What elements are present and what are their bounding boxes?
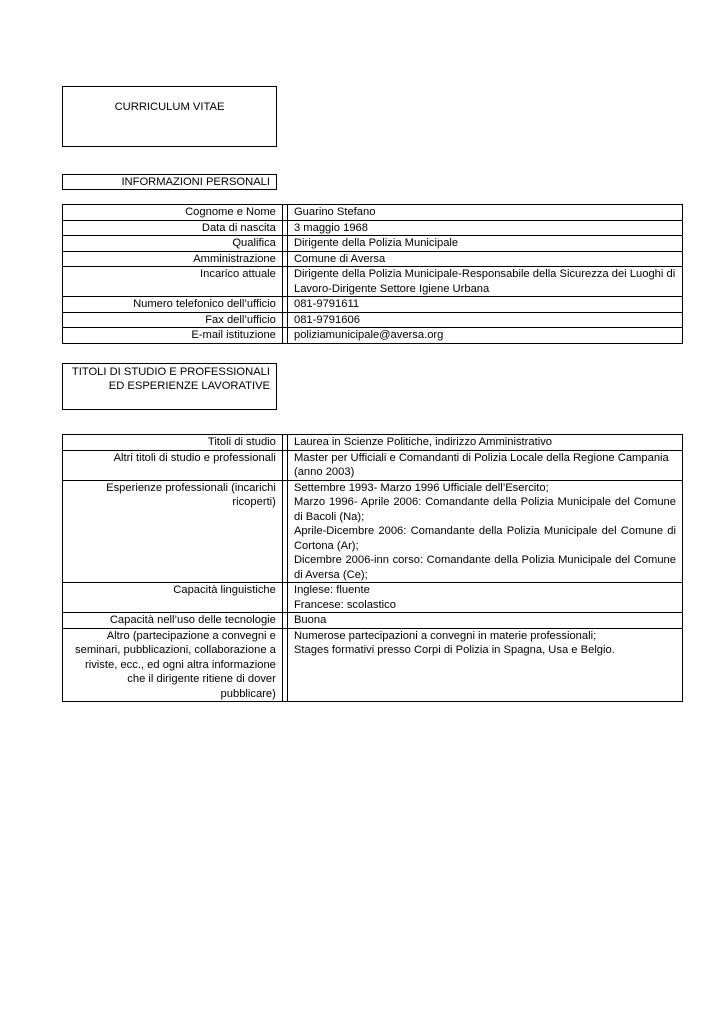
row-label: Data di nascita xyxy=(63,220,283,236)
table-row xyxy=(63,236,683,252)
value-line: Laurea in Scienze Politiche, indirizzo Amministrativo xyxy=(293,436,553,448)
value-line: Settembre 1993- Marzo 1996 Ufficiale dell’Esercito; xyxy=(293,481,549,494)
value-line: Comune di Aversa xyxy=(293,252,386,265)
value-line: 081-9791606 xyxy=(293,313,360,326)
table-row xyxy=(63,220,683,236)
row-value xyxy=(287,267,682,297)
table-row xyxy=(63,435,683,451)
studies-heading: TITOLI DI STUDIO E PROFESSIONALI ED ESPERIENZE LAVORATIVE xyxy=(71,366,270,392)
value-line: poliziamunicipale@aversa.org xyxy=(293,329,444,341)
table-row xyxy=(63,251,683,267)
value-line: Buona xyxy=(293,614,327,626)
row-label: Numero telefonico dell’ufficio xyxy=(63,297,283,313)
value-line: Dirigente della Polizia Municipale-Responsabile della Sicurezza dei Luoghi di Lavoro-Dirigente Settore Igiene Urbana xyxy=(293,268,676,295)
studies-heading-box xyxy=(62,363,277,410)
value-line: Francese: scolastico xyxy=(293,598,396,611)
row-value xyxy=(287,613,682,629)
value-line: Inglese: fluente xyxy=(293,584,370,596)
table-row xyxy=(63,450,683,480)
personal-info-heading: INFORMAZIONI PERSONALI xyxy=(121,176,270,188)
row-label: Amministrazione xyxy=(63,251,283,267)
value-line: Dicembre 2006-inn corso: Comandante della Polizia Municipale del Comune di Aversa (Ce); xyxy=(293,554,676,581)
row-label: Altro (partecipazione a convegni e seminari, pubblicazioni, collaborazione a riviste, ecc., ed ogni altra informazione che il dirigente ritiene di dover pubblicare) xyxy=(63,628,283,702)
table-row xyxy=(63,205,683,221)
row-value xyxy=(287,435,682,451)
table-row xyxy=(63,328,683,344)
row-label: Capacità linguistiche xyxy=(63,583,283,613)
row-value xyxy=(287,328,682,344)
cv-title: CURRICULUM VITAE xyxy=(114,101,225,113)
row-label: E-mail istituzione xyxy=(63,328,283,344)
row-label: Titoli di studio xyxy=(63,435,283,451)
row-value xyxy=(287,583,682,613)
personal-info-table xyxy=(62,204,683,344)
row-value xyxy=(287,220,682,236)
row-value xyxy=(287,628,682,702)
value-line: Stages formativi presso Corpi di Polizia in Spagna, Usa e Belgio. xyxy=(293,644,615,656)
value-line: Master per Ufficiali e Comandanti di Polizia Locale della Regione Campania (anno 2003) xyxy=(293,451,669,478)
row-label: Fax dell’ufficio xyxy=(63,312,283,328)
value-line: Numerose partecipazioni a convegni in materie professionali; xyxy=(293,629,597,642)
table-row xyxy=(63,267,683,297)
row-value xyxy=(287,251,682,267)
row-label: Altri titoli di studio e professionali xyxy=(63,450,283,480)
table-row xyxy=(63,297,683,313)
row-label: Capacità nell’uso delle tecnologie xyxy=(63,613,283,629)
table-row xyxy=(63,613,683,629)
table-row xyxy=(63,628,683,702)
value-line: Dirigente della Polizia Municipale xyxy=(293,237,459,249)
row-value xyxy=(287,480,682,583)
value-line: Aprile-Dicembre 2006: Comandante della Polizia Municipale del Comune di Cortona (Ar); xyxy=(293,525,676,552)
row-value xyxy=(287,312,682,328)
row-label: Incarico attuale xyxy=(63,267,283,297)
table-row xyxy=(63,583,683,613)
row-value xyxy=(287,236,682,252)
table-row xyxy=(63,312,683,328)
table-row xyxy=(63,480,683,583)
personal-info-heading-box xyxy=(62,174,277,190)
cv-title-box xyxy=(62,86,277,147)
row-value xyxy=(287,297,682,313)
row-value xyxy=(287,205,682,221)
row-label: Qualifica xyxy=(63,236,283,252)
studies-table xyxy=(62,434,683,702)
row-label: Esperienze professionali (incarichi ricoperti) xyxy=(63,480,283,583)
value-line: 3 maggio 1968 xyxy=(293,221,368,234)
row-value xyxy=(287,450,682,480)
value-line: Guarino Stefano xyxy=(293,206,376,218)
value-line: 081-9791611 xyxy=(293,298,360,310)
value-line: Marzo 1996- Aprile 2006: Comandante della Polizia Municipale del Comune di Bacoli (Na); xyxy=(293,496,676,523)
row-label: Cognome e Nome xyxy=(63,205,283,221)
